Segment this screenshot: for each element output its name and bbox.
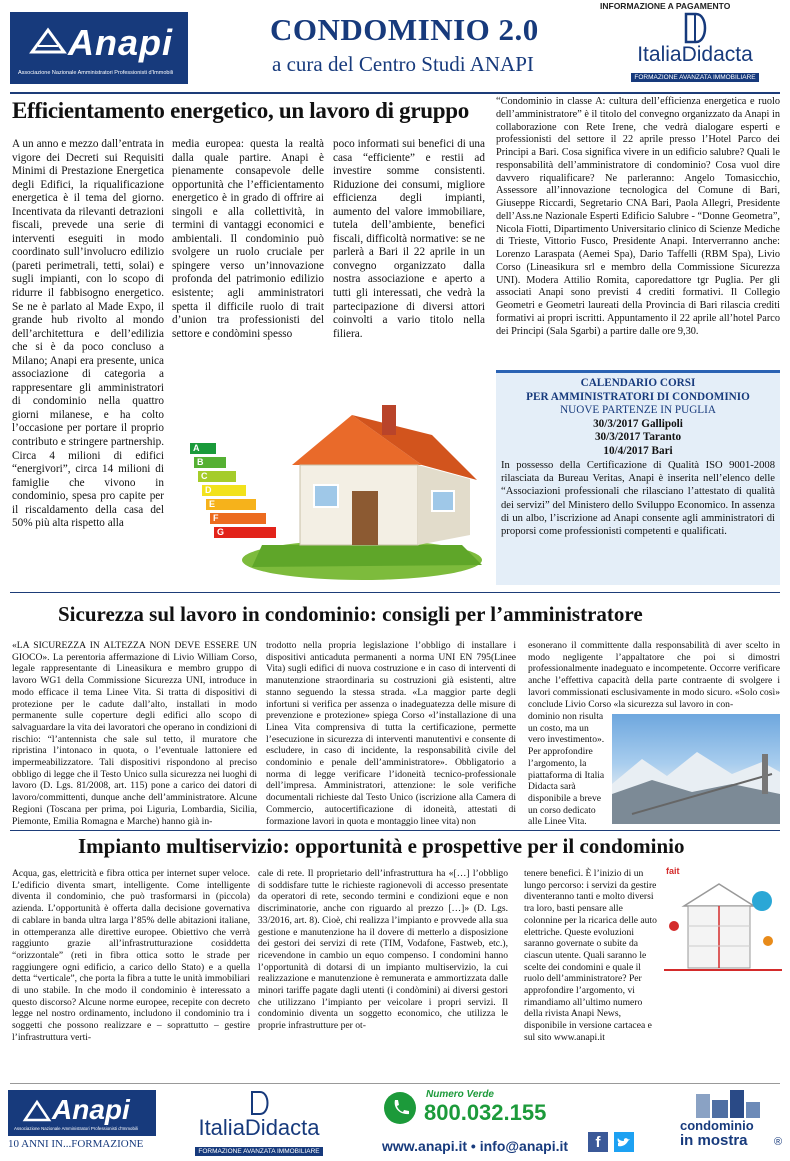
anapi-emblem-icon — [22, 1098, 52, 1124]
phone-icon — [384, 1092, 416, 1124]
twitter-icon[interactable] — [614, 1132, 634, 1152]
article1-column-3: poco informati sui benefici di una casa “efficiente” e restii ad investire somme consistenti. Riduzione dei consumi, migliore efficienza degli impianti, aumento del valore immobiliare, tutela dell’ambiente, benefici fiscali, difficoltà normative: se ne parlerà a Bari il 22 aprile in un convegno organizzato dalla nostra associazione e aperto a tutti gli interessati, che vedrà la partecipazione di diversi attori coinvolti a vario titolo nella filiera. — [333, 138, 485, 340]
italiadidacta-emblem-icon — [247, 1090, 271, 1116]
article3-column-2: cale di rete. Il proprietario dell’infrastruttura ha «[…] l’obbligo di soddisfare tutte le richieste ragionevoli di accesso presentate da operatori di rete, secondo termini e condizioni eque e non discriminatorie, anche con riguardo al prezzo […]» (D. Lgs. 33/2016, art. 8). Cioè, chi realizza l’impianto e provvede alla sua gestione e manutenzione ha il dovere di metterlo a disposizione dei gestori dei servizi di rete (TIM, Vodafone, Fastweb, etc.), ricevendone in cambio un equo compenso. I condomini hanno l’opportunità di dotarsi di un impianto multiservizio, la cui realizzazione e manutenzione è remunerata e ammortizzata dalle minori tariffe pagate dagli utenti (i condòmini) ai diversi gestori che utilizzano l’impianto per veicolare i propri servizi. Il condominio diventa un soggetto economico, che utilizza le proprie infrastrutture per ot- — [258, 868, 508, 1032]
article1-title: Efficientamento energetico, un lavoro di gruppo — [12, 98, 469, 123]
calendar-body: In possesso della Certificazione di Qualità ISO 9001-2008 rilasciata da Bureau Veritas, Anapi è inserita nell’elenco delle “Associazioni professionali che rilasciano l’attestato di qualità dei servizi” del Ministero dello Sviluppo Economico. In assenza di un albo, l’iscrizione ad Anapi consente agli amministratori di proporsi come professionisti competenti e qualificati. — [501, 460, 775, 538]
anapi-footer-tagline: Associazione Nazionale Amministratori Professionisti d'Immobili — [14, 1126, 138, 1131]
condominio-in-mostra-line2: in mostra — [680, 1132, 748, 1149]
energy-class-g: G — [214, 527, 276, 538]
calendar-date: 10/4/2017 Bari — [603, 444, 673, 457]
paid-info-label: INFORMAZIONE A PAGAMENTO — [600, 1, 731, 11]
phone-number: 800.032.155 — [424, 1100, 547, 1125]
building-network-diagram-icon — [664, 866, 782, 978]
energy-class-f: F — [210, 513, 266, 524]
house-illustration — [232, 395, 482, 583]
anapi-logo-footer — [8, 1090, 156, 1136]
condominio-in-mostra-logo — [650, 1090, 788, 1154]
article1-column-4: “Condominio in classe A: cultura dell’efficienza energetica e ruolo dell’amministratore” è il titolo del convegno organizzato da Anapi in collaborazione con Rete Irene, che vedrà dialogare esperti e professionisti del settore il 22 aprile presso l’Hotel Parco dei Principi a Bari. Cosa significa vivere in un edificio salubre? Quali le responsabilità dell’amministratore di condominio? Cosa vuol dire davvero riqualificare? Ne parleranno: Angelo Tomasicchio, Assessore all’innovazione tecnologica del Comune di Bari, Giuseppe Riccardi, Segretario CNA Bari, Paola Allegri, Presidente dell’Ass.ne Nazionale Esperti Edificio Salubre - “Donne Geometra”, Nicola Fiotti, Dipartimento Universitario clinico di Scienze Mediche di Trieste, Vittorio Fusco, Presidente Anapi. Interverranno anche: Lorenzo Laraspata (Aemei Spa), Dario Taffelli (RBM Spa), Livio Corso (Lineasikura srl e membro della Commissione Sicurezza UNI). Modera Attilio Romita, caporedattore tgr Puglia. Per gli associati Anapi sono previsti 4 crediti formativi. Il Collegio Geometri e Geometri laureati della Provincia di Bari rilascia crediti formativi ai propri iscritti. Appuntamento il 22 aprile all’hotel Parco dei Principi (Sala Sgarbi) a partire dalle ore 9,30. — [496, 96, 780, 337]
italiadidacta-logo-text: ItaliaDidacta — [637, 43, 753, 66]
italiadidacta-emblem-icon — [680, 12, 710, 44]
energy-class-a: A — [190, 443, 216, 454]
article2-column-1: «LA SICUREZZA IN ALTEZZA NON DEVE ESSERE UN GIOCO». La perentoria affermazione di Livio William Corso, legale rappresentante di Lineasikura e membro gruppo di lavoro WG1 della Commissione Sicurezza UNI, introduce in modo efficace il tema Linee Vita. Si tratta di dispositivi di protezione per le cadute dall’alto, installati in modo permanente sulle coperture degli edifici allo scopo di salvaguardare la vita dei lavoratori che operano in condizioni di rischio: “l’antennista che sale sul tetto, il muratore che ripristina l’intonaco in quota, o l’eventuale lattoniere ed impermeabilizzatore. Tali dispositivi rispondono al preciso obbligo di legge che il Testo Unico sulla sicurezza nei luoghi di lavoro (D. Lgs. 81/2008, art. 115) pone a carico dei datori di lavoro/committenti, dunque anche dell’amministratore. Alcune Regioni (Toscana per prima, poi Liguria, Lombardia, Sicilia, Piemonte, Emilia Romagna e Marche) hanno già in- — [12, 640, 257, 827]
italiadidacta-footer-text: ItaliaDidacta — [198, 1115, 320, 1140]
article2-column-3: esonerano il committente dalla responsabilità di aver scelto in modo negligente l’appaltatore che poi si dimostri professionalmente inadeguato e incompetente. Occorre verificare anche l’effettiva capacità della parte contraente di svolgere i lavori commissionati esclusivamente in modo sicuro. «Solo così» conclude Livio Corso «la sicurezza sul lavoro in con- — [528, 640, 780, 710]
calendar-date: 30/3/2017 Gallipoli — [593, 417, 683, 430]
anapi-slogan: 10 ANNI IN...FORMAZIONE — [8, 1138, 144, 1150]
footer-divider — [10, 1083, 780, 1084]
anapi-logo-header — [10, 12, 188, 84]
website-email: www.anapi.it • info@anapi.it — [382, 1138, 569, 1154]
multiservice-diagram — [664, 866, 782, 978]
italiadidacta-tagline: FORMAZIONE AVANZATA IMMOBILIARE — [631, 73, 758, 82]
energy-class-e: E — [206, 499, 256, 510]
article2-column-2: trodotto nella propria legislazione l’obbligo di installare i dispositivi anticaduta permanenti a norma UNI EN 795(Linee Vita) sugli edifici di nuova costruzione e in caso di interventi di manutenzione straordinaria su costruzioni già esistenti, altre stanno seguendo la stessa strada. «La maggior parte degli infortuni si verifica per assenza o inadeguatezza delle misure di prevenzione e protezione» spiega Corso «l’installazione di una Linea Vita comprensiva di tutta la certificazione, permette l’esecuzione in sicurezza di interventi manutentivi e consente di escludere, in caso di incidente, la responsabilità civile del condominio e penale dell’amministratore». Obbligatorio a norma di legge verificare l’idoneità tecnico-professionale dell’impresa. Amministratori, attenzione: le sole verifiche documentali richieste dal Testo Unico (iscrizione alla Camera di Commercio, autocertificazione di idoneità, attestati di formazione lavori in quota e montaggio linee vita) non — [266, 640, 516, 827]
section-divider — [10, 592, 780, 593]
article3-column-1: Acqua, gas, elettricità e fibra ottica per internet super veloce. L’edificio diventa smart, intelligente. Come intelligente diventa il condominio, che può trasformarsi in (piccola) azienda. L’opportunità è offerta dalla decisione governativa di cablare in banda ultra larga l’85% delle abitazioni italiane, in ottemperanza alle direttive europee. Obiettivo che verrà raggiunto grazie all’infrastrutturazione cosiddetta “orizzontale” (reti in fibra ottica sotto le strade per raggiungere ogni edificio, a carico dello Stato) e a quella detta “verticale”, che porta la fibra a tutte le unità immobiliari di uno stabile. In che modo il condominio è interessato a questo discorso? Alcune norme europee, recepite con decreto legge nel nostro ordinamento, includono il condominio tra i soggetti che possono realizzare e – soprattutto – gestire l’infrastruttura verti- — [12, 868, 250, 1043]
calendar-new-starts: NUOVE PARTENZE IN PUGLIA — [560, 404, 716, 416]
page-subtitle: a cura del Centro Studi ANAPI — [272, 52, 534, 76]
mountain-rooftop-image — [612, 714, 780, 824]
article3-title: Impianto multiservizio: opportunità e prospettive per il condominio — [78, 834, 685, 858]
registered-mark: ® — [774, 1136, 783, 1148]
energy-class-c: C — [198, 471, 236, 482]
energy-class-d: D — [202, 485, 246, 496]
anapi-emblem-icon — [28, 24, 68, 60]
anapi-tagline: Associazione Nazionale Amministratori Professionisti d'Immobili — [18, 70, 174, 76]
lifeline-photo — [612, 714, 780, 824]
italiadidacta-logo-footer — [184, 1090, 334, 1158]
calendar-subtitle: PER AMMINISTRATORI DI CONDOMINIO — [526, 390, 750, 403]
calendar-title: CALENDARIO CORSI — [580, 377, 696, 389]
article1-column-2: media europea: questa la realtà dalla quale partire. Anapi è pienamente consapevole delle opportunità che l’efficientamento energetico è in grado di offrire ai singoli e alla collettività, in termini di vantaggi economici e ambientali. Il condominio può svolgere un ruolo cruciale per spingere verso un’innovazione profonda del patrimonio edilizio esistente; agli amministratori spetta il difficile ruolo di trait d’union tra professionisti del settore e condòmini spesso — [172, 138, 324, 340]
anapi-footer-logo-text: Anapi — [52, 1094, 130, 1125]
energy-class-b: B — [194, 457, 226, 468]
italiadidacta-logo-header — [600, 12, 790, 84]
energy-efficiency-illustration — [172, 395, 486, 583]
facebook-icon[interactable]: f — [588, 1132, 608, 1152]
numero-verde-label: Numero Verde — [426, 1089, 494, 1100]
italiadidacta-footer-tagline: FORMAZIONE AVANZATA IMMOBILIARE — [195, 1147, 322, 1156]
article2-column-3-continued: dominio non risulta un costo, ma un vero investimento». Per approfondire l’argomento, la piattaforma di Italia Didacta sarà disponibile a breve un corso dedicato alle Linee Vita. — [528, 711, 605, 828]
header-divider — [10, 92, 780, 94]
page-title: CONDOMINIO 2.0 — [270, 12, 539, 47]
diagram-brand-label: fait — [666, 866, 680, 876]
condominio-in-mostra-line1: condominio — [680, 1118, 754, 1133]
calendar-date: 30/3/2017 Taranto — [594, 431, 682, 443]
section-divider — [10, 830, 780, 831]
article2-title: Sicurezza sul lavoro in condominio: consigli per l’amministratore — [58, 602, 643, 626]
anapi-logo-text: Anapi — [68, 22, 174, 63]
article1-column-1: A un anno e mezzo dall’entrata in vigore dei Decreti sui Requisiti Minimi di Prestazione Energetica degli Edifici, la riqualificazione energetica è il tema del giorno. Incentivata da rilevanti detrazioni fiscali, prevede una serie di interventi eseguiti in modo coordinato sull’involucro edilizio (pareti perimetrali, tetti, solai) e sugli impianti, con lo scopo di ridurre il fabbisogno energetico. Se ne è parlato al Made Expo, il grande hub rivolto al mondo dell’architettura e dell’edilizia che si è da poco concluso a Milano; Anapi era presente, unica associazione di categoria a rappresentare gli amministratori di condominio nella quattro giorni milanese, e ha colto l’occasione per portare il proprio contributo e stringere partnership. Circa 4 milioni di edifici “energivori”, circa 14 milioni di famiglie che vivono in condominio, spesa pro capite per il riscaldamento della casa del 50% più alta rispetto alla — [12, 138, 164, 530]
calendar-box — [496, 370, 780, 585]
building-icon — [690, 1090, 770, 1118]
article3-column-3: tenere benefici. È l’inizio di un lungo percorso: i servizi da gestire diventeranno tanti e molto diversi tra loro, basti pensare alle colonnine per la ricarica delle auto elettriche. Queste evoluzioni saranno governate o subite da ciascun utente. Quali saranno le scelte dei condomini e quale il ruolo dell’amministratore? Per approfondire l’argomento, vi rimandiamo all’ultimo numero della rivista Anapi News, disponibile in versione cartacea e sul sito www.anapi.it — [524, 868, 657, 1043]
